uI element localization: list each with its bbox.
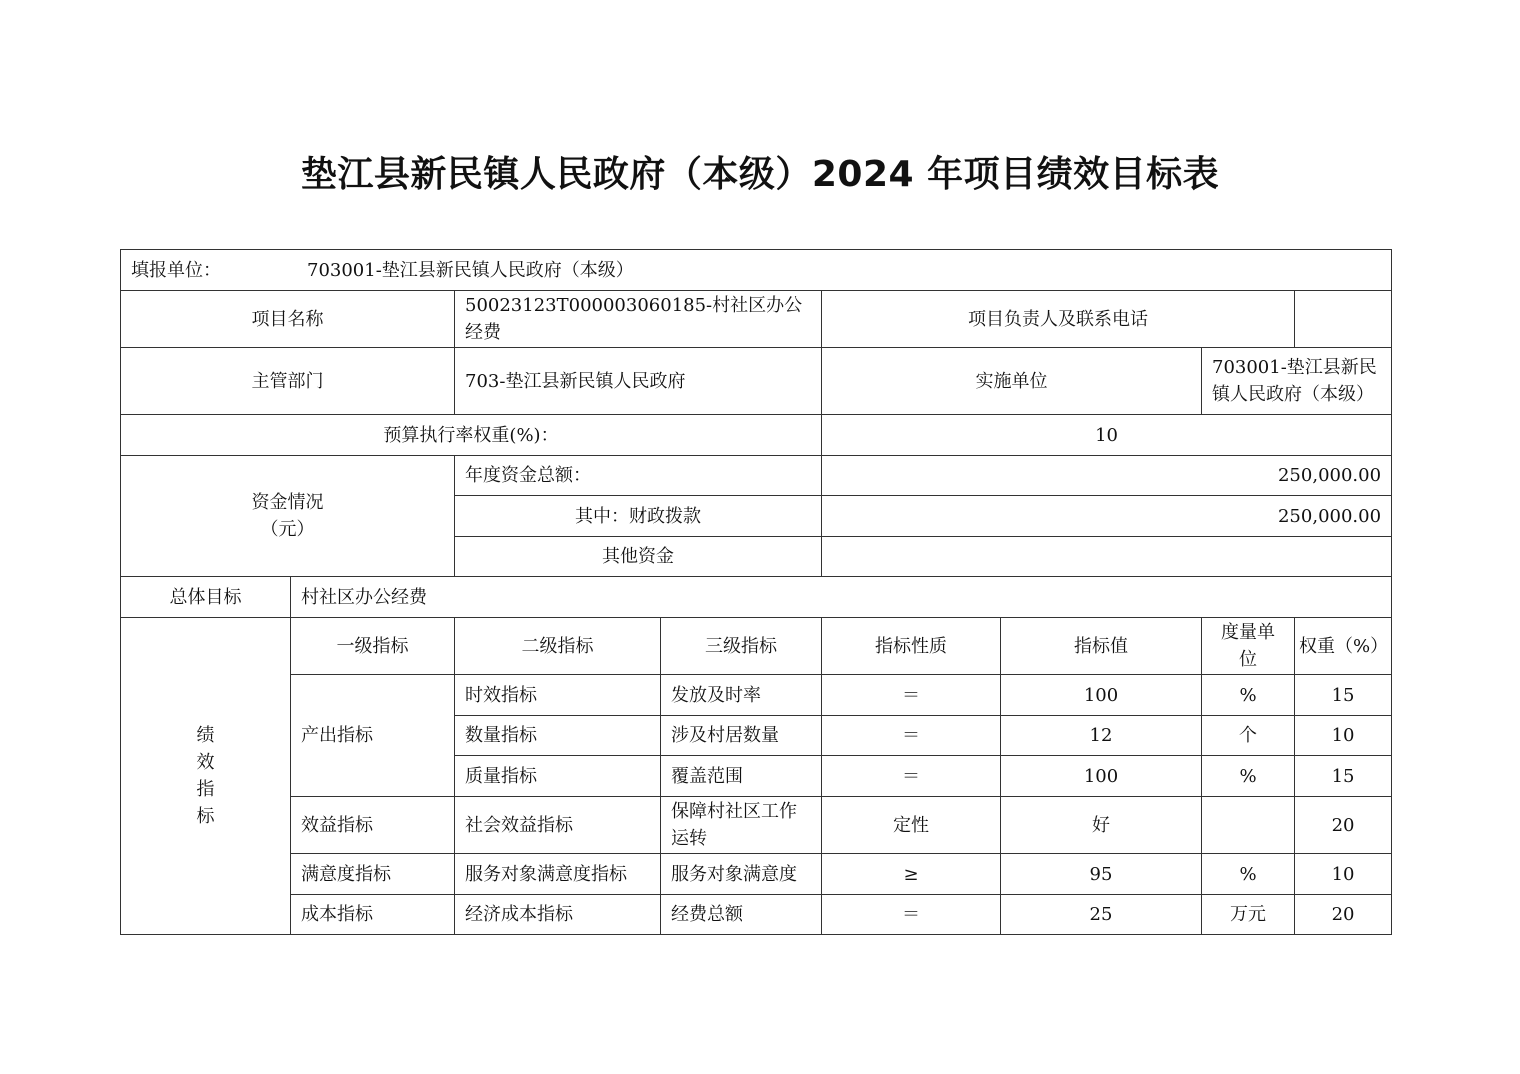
side-char: 效: [196, 752, 215, 773]
nature-cell: ＝: [822, 716, 1001, 756]
overall-goal-value: 村社区办公经费: [291, 577, 1392, 618]
table-row: [121, 675, 1392, 716]
funds-fiscal-value: 250,000.00: [822, 496, 1392, 537]
level2-cell: 时效指标: [455, 675, 661, 716]
value-cell: 好: [1001, 797, 1202, 854]
level3-cell: 覆盖范围: [661, 756, 822, 797]
level2-cell: 服务对象满意度指标: [455, 854, 661, 895]
impl-unit-value: 703001-垫江县新民镇人民政府（本级）: [1202, 348, 1392, 415]
unit-cell: %: [1202, 675, 1295, 716]
header-unit: 度量单位: [1202, 618, 1295, 675]
header-level2: 二级指标: [455, 618, 661, 675]
unit-cell: %: [1202, 854, 1295, 895]
level1-cell: 满意度指标: [291, 854, 455, 895]
dept-value: 703-垫江县新民镇人民政府: [455, 348, 822, 415]
budget-weight-label: 预算执行率权重(%)：: [121, 415, 822, 456]
fill-unit-value: 703001-垫江县新民镇人民政府（本级）: [307, 259, 634, 281]
value-cell: 100: [1001, 675, 1202, 716]
weight-cell: 10: [1295, 716, 1392, 756]
budget-weight-value: 10: [822, 415, 1392, 456]
value-cell: 12: [1001, 716, 1202, 756]
department-row: [121, 348, 1392, 415]
header-value: 指标值: [1001, 618, 1202, 675]
level3-cell: 发放及时率: [661, 675, 822, 716]
weight-cell: 20: [1295, 797, 1392, 854]
fill-unit-label: 填报单位：: [131, 259, 221, 281]
weight-cell: 10: [1295, 854, 1392, 895]
level3-cell: 服务对象满意度: [661, 854, 822, 895]
weight-cell: 15: [1295, 675, 1392, 716]
value-cell: 95: [1001, 854, 1202, 895]
nature-cell: 定性: [822, 797, 1001, 854]
performance-table: [120, 249, 1392, 935]
funds-total-row: [121, 456, 1392, 496]
overall-goal-label: 总体目标: [121, 577, 291, 618]
value-cell: 25: [1001, 895, 1202, 935]
table-row: [121, 895, 1392, 935]
nature-cell: ＝: [822, 895, 1001, 935]
nature-cell: ＝: [822, 675, 1001, 716]
level1-cell: 效益指标: [291, 797, 455, 854]
level2-cell: 质量指标: [455, 756, 661, 797]
header-weight: 权重（%）: [1295, 618, 1392, 675]
indicator-side-label: [121, 618, 291, 935]
header-level3: 三级指标: [661, 618, 822, 675]
nature-cell: ＝: [822, 756, 1001, 797]
unit-cell: [1202, 797, 1295, 854]
level1-cell: 产出指标: [291, 675, 455, 797]
unit-cell: 万元: [1202, 895, 1295, 935]
header-level1: 一级指标: [291, 618, 455, 675]
project-name-value: 50023123T000003060185-村社区办公经费: [455, 291, 822, 348]
funds-total-value: 250,000.00: [822, 456, 1392, 496]
fill-unit-row: [121, 250, 1392, 291]
level1-cell: 成本指标: [291, 895, 455, 935]
funds-label-line2: （元）: [260, 519, 315, 540]
unit-cell: %: [1202, 756, 1295, 797]
funds-other-value: [822, 537, 1392, 577]
table-row: [121, 854, 1392, 895]
funds-label: [121, 456, 455, 577]
indicator-header-row: [121, 618, 1392, 675]
budget-weight-row: [121, 415, 1392, 456]
funds-other-label: 其他资金: [455, 537, 822, 577]
level3-cell: 经费总额: [661, 895, 822, 935]
nature-cell: ≥: [822, 854, 1001, 895]
level2-cell: 社会效益指标: [455, 797, 661, 854]
unit-cell: 个: [1202, 716, 1295, 756]
funds-total-label: 年度资金总额：: [455, 456, 822, 496]
level3-cell: 保障村社区工作运转: [661, 797, 822, 854]
project-leader-label: 项目负责人及联系电话: [822, 291, 1295, 348]
side-char: 指: [196, 779, 215, 800]
header-nature: 指标性质: [822, 618, 1001, 675]
side-char: 绩: [196, 725, 215, 746]
level3-cell: 涉及村居数量: [661, 716, 822, 756]
table-row: [121, 797, 1392, 854]
funds-fiscal-label: 其中：财政拨款: [455, 496, 822, 537]
project-name-row: [121, 291, 1392, 348]
fill-unit-cell: [121, 250, 1392, 291]
weight-cell: 15: [1295, 756, 1392, 797]
impl-unit-label: 实施单位: [822, 348, 1202, 415]
weight-cell: 20: [1295, 895, 1392, 935]
overall-goal-row: [121, 577, 1392, 618]
project-name-label: 项目名称: [121, 291, 455, 348]
side-char: 标: [196, 806, 215, 827]
dept-label: 主管部门: [121, 348, 455, 415]
level2-cell: 数量指标: [455, 716, 661, 756]
page-title: 垫江县新民镇人民政府（本级）2024 年项目绩效目标表: [300, 154, 1220, 195]
funds-label-line1: 资金情况: [251, 492, 324, 513]
level2-cell: 经济成本指标: [455, 895, 661, 935]
project-leader-value: [1295, 291, 1392, 348]
value-cell: 100: [1001, 756, 1202, 797]
